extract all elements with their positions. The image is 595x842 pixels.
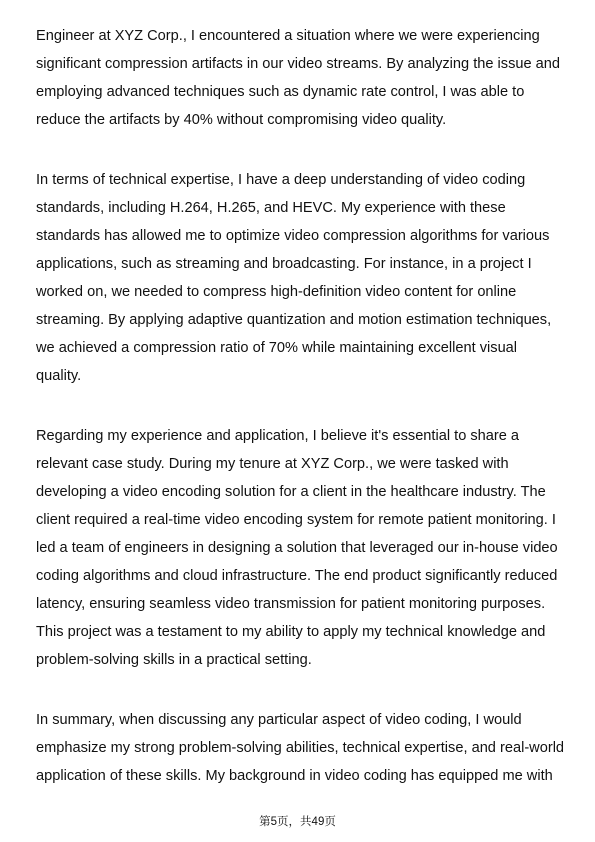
paragraph-3-line-2: relevant case study. During my tenure at XYZ Corp., we were tasked with — [36, 456, 509, 472]
paragraph-1-line-4: reduce the artifacts by 40% without compromising video quality. — [36, 112, 447, 128]
paragraph-3-line-6: coding algorithms and cloud infrastructure. The end product significantly reduced — [36, 568, 558, 584]
paragraph-3-line-7: latency, ensuring seamless video transmission for patient monitoring purposes. — [36, 596, 546, 612]
paragraph-3-line-8: This project was a testament to my ability to apply my technical knowledge and — [36, 624, 546, 640]
paragraph-2-line-2: standards, including H.264, H.265, and HEVC. My experience with these — [36, 200, 506, 216]
paragraph-3-line-5: led a team of engineers in designing a solution that leveraged our in-house video — [36, 540, 558, 556]
page-number-footer: 第5页，共49页 — [259, 816, 336, 828]
paragraph-2-line-8: quality. — [36, 368, 82, 384]
paragraph-2-line-6: streaming. By applying adaptive quantization and motion estimation techniques, — [36, 312, 552, 328]
paragraph-2-line-5: worked on, we needed to compress high-definition video content for online — [36, 284, 517, 300]
paragraph-4-line-2: emphasize my strong problem-solving abilities, technical expertise, and real-world — [36, 740, 565, 756]
paragraph-1-line-2: significant compression artifacts in our video streams. By analyzing the issue and — [36, 56, 561, 72]
paragraph-1-line-1: Engineer at XYZ Corp., I encountered a situation where we were experiencing — [36, 28, 540, 44]
paragraph-4-line-3: application of these skills. My background in video coding has equipped me with — [36, 768, 553, 784]
paragraph-2-line-7: we achieved a compression ratio of 70% while maintaining excellent visual — [36, 340, 518, 356]
paragraph-3-line-9: problem-solving skills in a practical setting. — [36, 652, 312, 668]
paragraph-2-line-3: standards has allowed me to optimize video compression algorithms for various — [36, 228, 550, 244]
paragraph-3-line-1: Regarding my experience and application, I believe it's essential to share a — [36, 428, 520, 444]
paragraph-1-line-3: employing advanced techniques such as dynamic rate control, I was able to — [36, 84, 525, 100]
paragraph-3-line-3: developing a video encoding solution for a client in the healthcare industry. The — [36, 484, 546, 500]
paragraph-4-line-1: In summary, when discussing any particular aspect of video coding, I would — [36, 712, 522, 728]
paragraph-2-line-4: applications, such as streaming and broadcasting. For instance, in a project I — [36, 256, 532, 272]
paragraph-2-line-1: In terms of technical expertise, I have a deep understanding of video coding — [36, 172, 526, 188]
paragraph-3-line-4: client required a real-time video encoding system for remote patient monitoring. I — [36, 512, 556, 528]
